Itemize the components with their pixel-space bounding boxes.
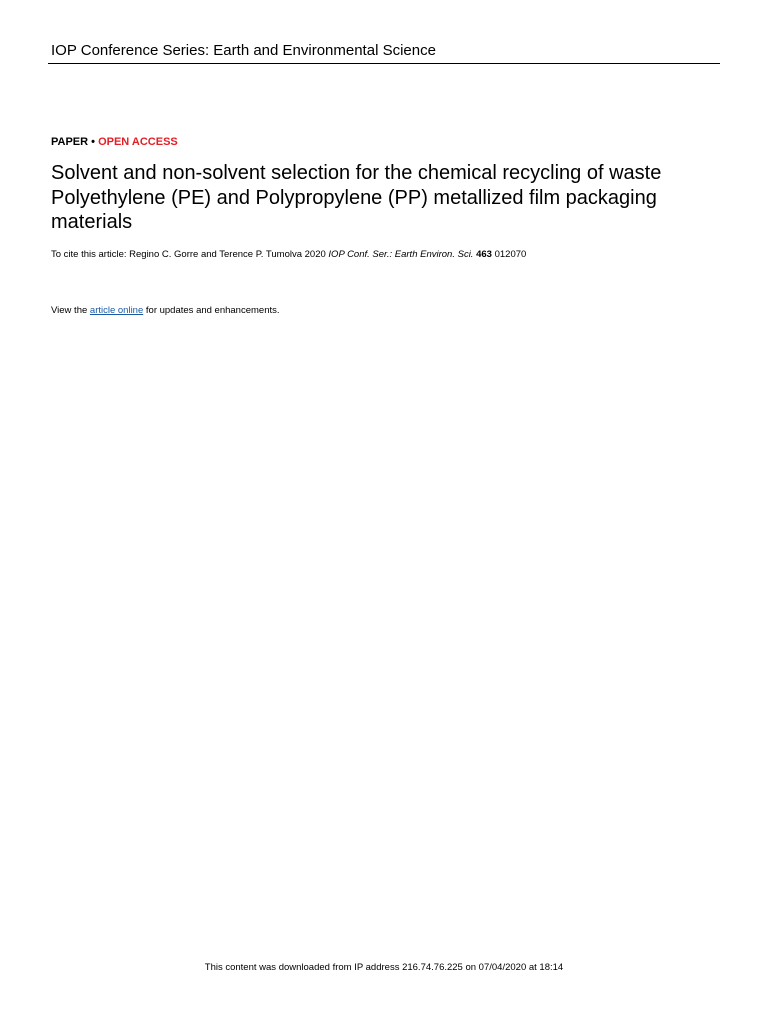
citation-volume: 463 <box>476 249 492 260</box>
open-access-label: OPEN ACCESS <box>98 136 178 148</box>
journal-header <box>48 42 720 64</box>
view-online-line <box>51 304 280 317</box>
citation-journal: IOP Conf. Ser.: Earth Environ. Sci. <box>328 249 474 260</box>
citation-article-number: 012070 <box>494 249 527 260</box>
citation-line <box>51 248 526 261</box>
view-online-suffix: for updates and enhancements. <box>145 305 280 316</box>
article-online-link[interactable]: article online <box>89 305 144 316</box>
citation-prefix: To cite this article: Regino C. Gorre and Terence P. Tumolva 2020 <box>51 249 326 260</box>
journal-title: IOP Conference Series: Earth and Environmental Science <box>51 42 436 59</box>
article-type-separator: • <box>91 136 96 148</box>
view-online-prefix: View the <box>51 305 88 316</box>
article-title: Solvent and non-solvent selection for the chemical recycling of waste Polyethylene (PE) and Polypropylene (PP) metallized film packaging materials <box>51 162 662 233</box>
download-notice: This content was downloaded from IP address 216.74.76.225 on 07/04/2020 at 18:14 <box>204 962 564 973</box>
article-type-label: PAPER <box>51 136 89 148</box>
article-type-line <box>51 135 178 149</box>
